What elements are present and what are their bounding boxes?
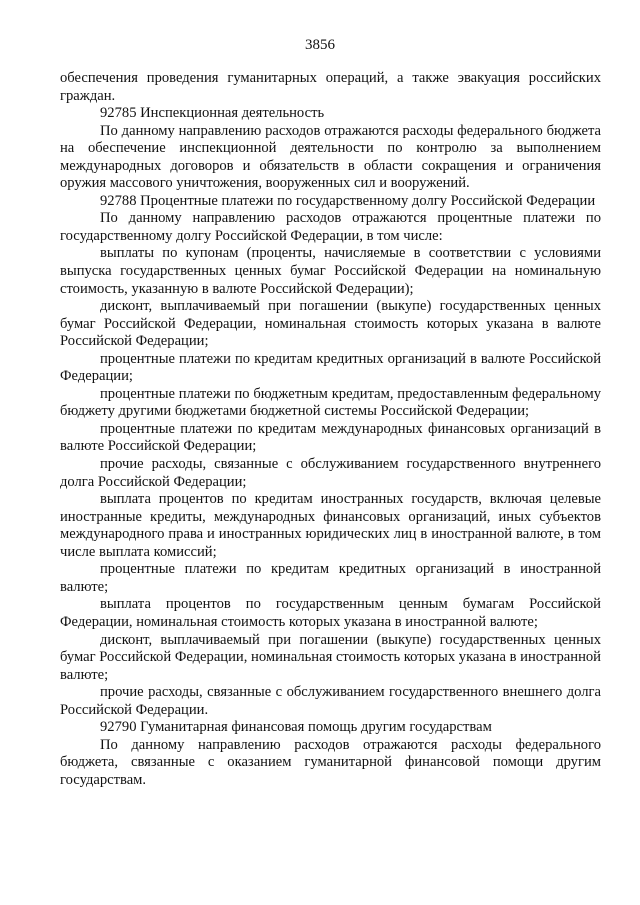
paragraph-continuation: обеспечения проведения гуманитарных операций, а также эвакуация российских граждан. bbox=[60, 70, 601, 104]
section-heading-92788: 92788 Процентные платежи по государственному долгу Российской Федерации bbox=[100, 192, 596, 209]
paragraph: По данному направлению расходов отражаются расходы федерального бюджета, связанные с оказанием гуманитарной финансовой помощи другим государствам. bbox=[60, 736, 601, 788]
list-item: процентные платежи по кредитам международных финансовых организаций в валюте Российской Федерации; bbox=[60, 420, 601, 455]
page-number: 3856 bbox=[305, 37, 335, 53]
section-heading-92790: 92790 Гуманитарная финансовая помощь другим государствам bbox=[100, 719, 492, 736]
section-heading-92785: 92785 Инспекционная деятельность bbox=[100, 105, 325, 122]
paragraph: По данному направлению расходов отражаются расходы федерального бюджета на обеспечение инспекционной деятельности по контролю за выполнением международных договоров и обязательств в области сокращения и ограничения оружия массового уничтожения, вооруженных сил и вооружений. bbox=[60, 122, 601, 192]
list-item: выплата процентов по кредитам иностранных государств, включая целевые иностранные кредиты, международных финансовых организаций, иных субъектов международного права и иностранных юридических лиц в иностранной валюте, в том числе выплата комиссий; bbox=[60, 491, 601, 560]
list-item: выплата процентов по государственным ценным бумагам Российской Федерации, номинальная стоимость которых указана в иностранной валюте; bbox=[60, 596, 601, 630]
list-item: выплаты по купонам (проценты, начисляемые в соответствии с условиями выпуска государственных ценных бумаг Российской Федерации на номинальную стоимость, указанную в валюте Российской Федерации); bbox=[60, 245, 601, 297]
list-item: прочие расходы, связанные с обслуживанием государственного внутреннего долга Российской Федерации; bbox=[60, 456, 601, 490]
list-item: дисконт, выплачиваемый при погашении (выкупе) государственных ценных бумаг Российской Федерации, номинальная стоимость которых указана в валюте Российской Федерации; bbox=[60, 298, 601, 350]
list-item: прочие расходы, связанные с обслуживанием государственного внешнего долга Российской Федерации. bbox=[60, 684, 601, 718]
paragraph: По данному направлению расходов отражаются процентные платежи по государственному долгу Российской Федерации, в том числе: bbox=[60, 210, 601, 244]
document-body bbox=[60, 70, 601, 789]
list-item: процентные платежи по кредитам кредитных организаций в валюте Российской Федерации; bbox=[60, 350, 601, 385]
list-item: процентные платежи по кредитам кредитных организаций в иностранной валюте; bbox=[60, 561, 601, 595]
list-item: дисконт, выплачиваемый при погашении (выкупе) государственных ценных бумаг Российской Федерации, номинальная стоимость которых указана в иностранной валюте; bbox=[60, 631, 601, 683]
list-item: процентные платежи по бюджетным кредитам, предоставленным федеральному бюджету другими бюджетами бюджетной системы Российской Федерации; bbox=[60, 385, 601, 420]
